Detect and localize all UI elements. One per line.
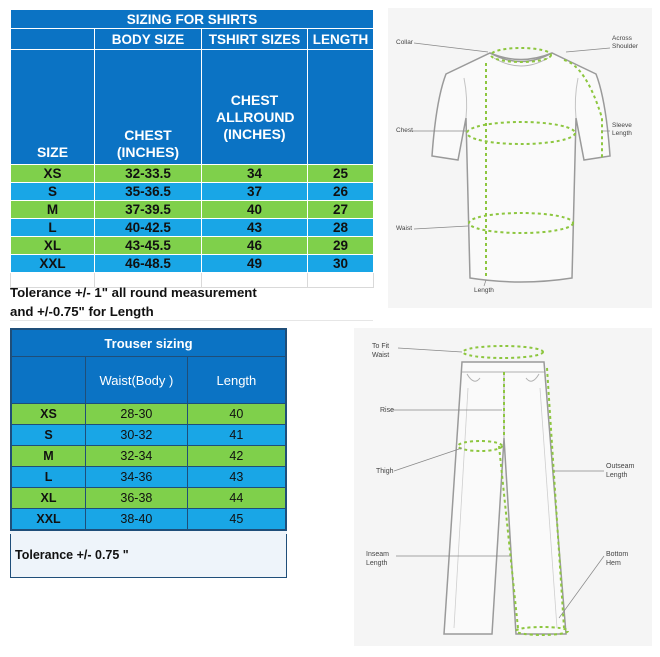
length-cell: 42: [187, 446, 286, 467]
chest-label: Chest: [396, 127, 413, 134]
chest-cell: 46-48.5: [95, 255, 202, 273]
trouser-measurement-diagram: [354, 328, 652, 646]
length-cell: 25: [308, 165, 374, 183]
length-column-header: [308, 50, 374, 165]
inseam-length-label: Inseam Length: [366, 551, 389, 567]
table-row: [11, 183, 374, 201]
size-cell: M: [11, 201, 95, 219]
length-cell: 30: [308, 255, 374, 273]
length-header: LENGTH: [308, 29, 374, 50]
table-row: [11, 488, 286, 509]
size-cell: M: [11, 446, 86, 467]
length-cell: 44: [187, 488, 286, 509]
tolerance-line-2: and +/-0.75" for Length: [10, 304, 154, 319]
length-cell: 28: [308, 219, 374, 237]
tshirt-sizes-header: TSHIRT SIZES: [202, 29, 308, 50]
allround-cell: 43: [202, 219, 308, 237]
sleeve-length-label: Sleeve Length: [612, 122, 632, 137]
shirt-table-title: SIZING FOR SHIRTS: [11, 10, 374, 29]
trouser-table-title: Trouser sizing: [11, 329, 286, 357]
chest-cell: 32-33.5: [95, 165, 202, 183]
table-row: [11, 237, 374, 255]
shirt-measurement-diagram: [388, 8, 652, 308]
chest-cell: 35-36.5: [95, 183, 202, 201]
to-fit-waist-label: To Fit Waist: [372, 343, 390, 359]
empty-header-cell: [11, 29, 95, 50]
size-cell: XXL: [11, 509, 86, 531]
table-row: [11, 467, 286, 488]
waist-cell: 30-32: [86, 425, 188, 446]
table-row: [11, 255, 374, 273]
size-cell: XXL: [11, 255, 95, 273]
trouser-tolerance-note: Tolerance +/- 0.75 ": [15, 548, 129, 562]
length-cell: 40: [187, 404, 286, 425]
allround-cell: 37: [202, 183, 308, 201]
waist-cell: 32-34: [86, 446, 188, 467]
allround-cell: 46: [202, 237, 308, 255]
table-row: [11, 404, 286, 425]
waist-cell: 34-36: [86, 467, 188, 488]
size-column-header: SIZE: [11, 50, 95, 165]
across-shoulder-label: Across Shoulder: [612, 35, 639, 50]
waist-cell: 36-38: [86, 488, 188, 509]
table-row: [11, 165, 374, 183]
length-cell: 29: [308, 237, 374, 255]
bottom-hem-label: Bottom Hem: [606, 551, 629, 567]
allround-cell: 40: [202, 201, 308, 219]
tolerance-line-1: Tolerance +/- 1" all round measurement: [10, 285, 257, 300]
table-row: [11, 509, 286, 531]
length-cell: 26: [308, 183, 374, 201]
shirt-tolerance-note: [10, 283, 373, 321]
size-cell: S: [11, 183, 95, 201]
divider: [10, 320, 373, 321]
size-cell: XS: [11, 404, 86, 425]
collar-label: Collar: [396, 39, 413, 46]
size-cell: L: [11, 467, 86, 488]
allround-cell: 34: [202, 165, 308, 183]
trouser-illustration: [354, 328, 652, 646]
chest-column-header: CHEST (INCHES): [95, 50, 202, 165]
waist-column-header: Waist(Body ): [86, 357, 188, 404]
size-cell: XS: [11, 165, 95, 183]
shirt-sizing-table: [10, 9, 374, 288]
length-label: Length: [474, 287, 494, 294]
trouser-tolerance-box: [10, 534, 287, 578]
empty-header-cell: [11, 357, 86, 404]
chest-cell: 43-45.5: [95, 237, 202, 255]
allround-cell: 49: [202, 255, 308, 273]
waist-cell: 28-30: [86, 404, 188, 425]
length-cell: 45: [187, 509, 286, 531]
length-column-header: Length: [187, 357, 286, 404]
size-cell: XL: [11, 488, 86, 509]
waist-cell: 38-40: [86, 509, 188, 531]
outseam-length-label: Outseam Length: [606, 463, 635, 479]
table-row: [11, 446, 286, 467]
size-cell: XL: [11, 237, 95, 255]
table-row: [11, 201, 374, 219]
body-size-header: BODY SIZE: [95, 29, 202, 50]
rise-label: Rise: [380, 407, 395, 414]
size-cell: L: [11, 219, 95, 237]
length-cell: 43: [187, 467, 286, 488]
length-cell: 41: [187, 425, 286, 446]
chest-cell: 37-39.5: [95, 201, 202, 219]
size-cell: S: [11, 425, 86, 446]
table-row: [11, 219, 374, 237]
length-cell: 27: [308, 201, 374, 219]
chest-allround-column-header: CHEST ALLROUND (INCHES): [202, 50, 308, 165]
shirt-illustration: [388, 8, 652, 308]
table-row: [11, 425, 286, 446]
chest-cell: 40-42.5: [95, 219, 202, 237]
waist-label: Waist: [396, 225, 413, 232]
thigh-label: Thigh: [376, 468, 394, 475]
trouser-sizing-table: [10, 328, 287, 531]
